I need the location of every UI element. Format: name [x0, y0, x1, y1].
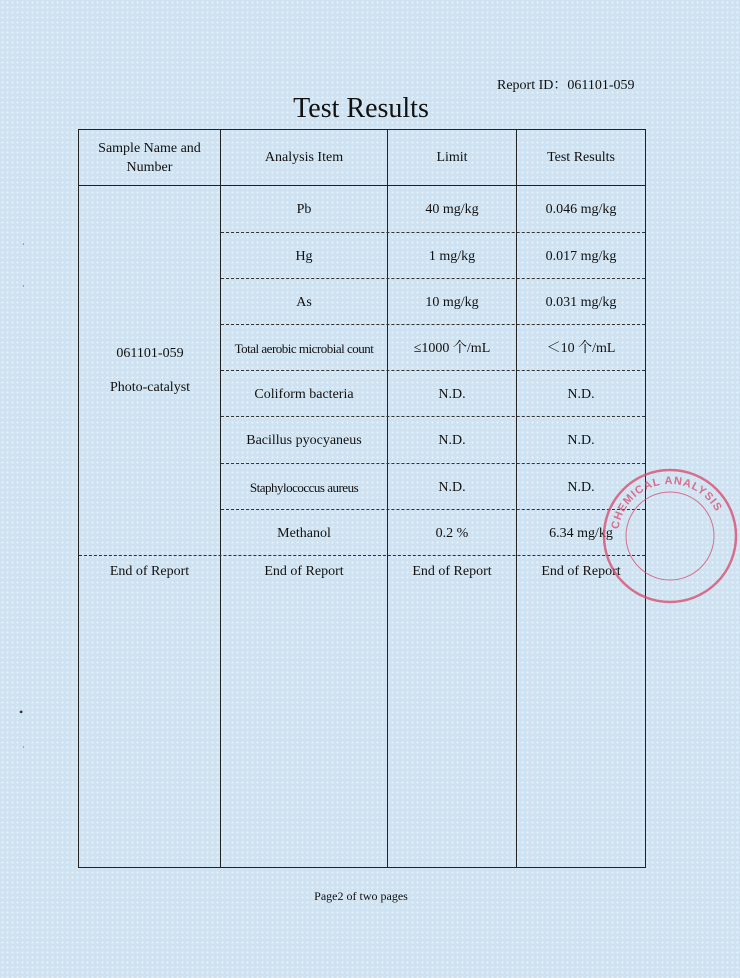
row-pb-limit: 40 mg/kg: [425, 201, 479, 217]
scan-speck: ·: [22, 282, 25, 291]
row-coliform-limit: N.D.: [438, 386, 466, 402]
scan-speck: ·: [22, 743, 25, 752]
row-as-limit: 10 mg/kg: [425, 294, 479, 310]
sample-name: Photo-catalyst: [109, 380, 191, 395]
svg-text:CHEMICAL ANALYSIS: CHEMICAL ANALYSIS: [609, 474, 725, 531]
row-hg-result: 0.017 mg/kg: [545, 248, 617, 264]
scan-speck: •: [19, 705, 24, 719]
seal-stamp: [600, 466, 740, 606]
header-sample: Sample Name and Number: [98, 140, 201, 175]
row-pb-item: Pb: [296, 201, 312, 217]
row-as-result: 0.031 mg/kg: [545, 294, 617, 310]
row-bacillus-result: N.D.: [567, 432, 595, 448]
row-bacillus-limit: N.D.: [438, 432, 466, 448]
sample-number: 061101-059: [116, 346, 184, 361]
row-bacillus-item: Bacillus pyocyaneus: [246, 432, 362, 448]
row-as-item: As: [296, 294, 312, 310]
page-footer: Page2 of two pages: [314, 889, 408, 903]
end-of-report-item: End of Report: [264, 563, 344, 579]
row-pb-result: 0.046 mg/kg: [545, 201, 617, 217]
row-aerobic-result: ＜10 个/mL: [546, 340, 616, 356]
row-coliform-item: Coliform bacteria: [254, 386, 354, 402]
header-limit: Limit: [436, 150, 468, 165]
header-analysis-item: Analysis Item: [264, 150, 344, 165]
report-id: Report ID：061101-059: [497, 78, 635, 93]
results-table: [78, 129, 646, 868]
row-aerobic-limit: ≤1000 个/mL: [413, 340, 491, 356]
scan-speck: ·: [22, 240, 25, 249]
row-hg-limit: 1 mg/kg: [428, 248, 476, 264]
row-coliform-result: N.D.: [567, 386, 595, 402]
row-aerobic-item: Total aerobic microbial count: [234, 340, 374, 356]
end-of-report-limit: End of Report: [412, 563, 492, 579]
row-staphylococcus-result: N.D.: [567, 479, 595, 495]
header-test-results: Test Results: [547, 150, 615, 165]
end-divider: [79, 555, 645, 556]
row-hg-item: Hg: [295, 248, 313, 264]
row-staphylococcus-item: Staphylococcus aureus: [249, 479, 359, 495]
row-staphylococcus-limit: N.D.: [438, 479, 466, 495]
row-methanol-limit: 0.2 %: [435, 525, 469, 541]
page-title: Test Results: [293, 93, 429, 124]
end-of-report-result: End of Report: [541, 563, 621, 579]
row-methanol-result: 6.34 mg/kg: [549, 525, 613, 541]
end-of-report-sample: End of Report: [109, 563, 190, 579]
row-methanol-item: Methanol: [277, 525, 331, 541]
